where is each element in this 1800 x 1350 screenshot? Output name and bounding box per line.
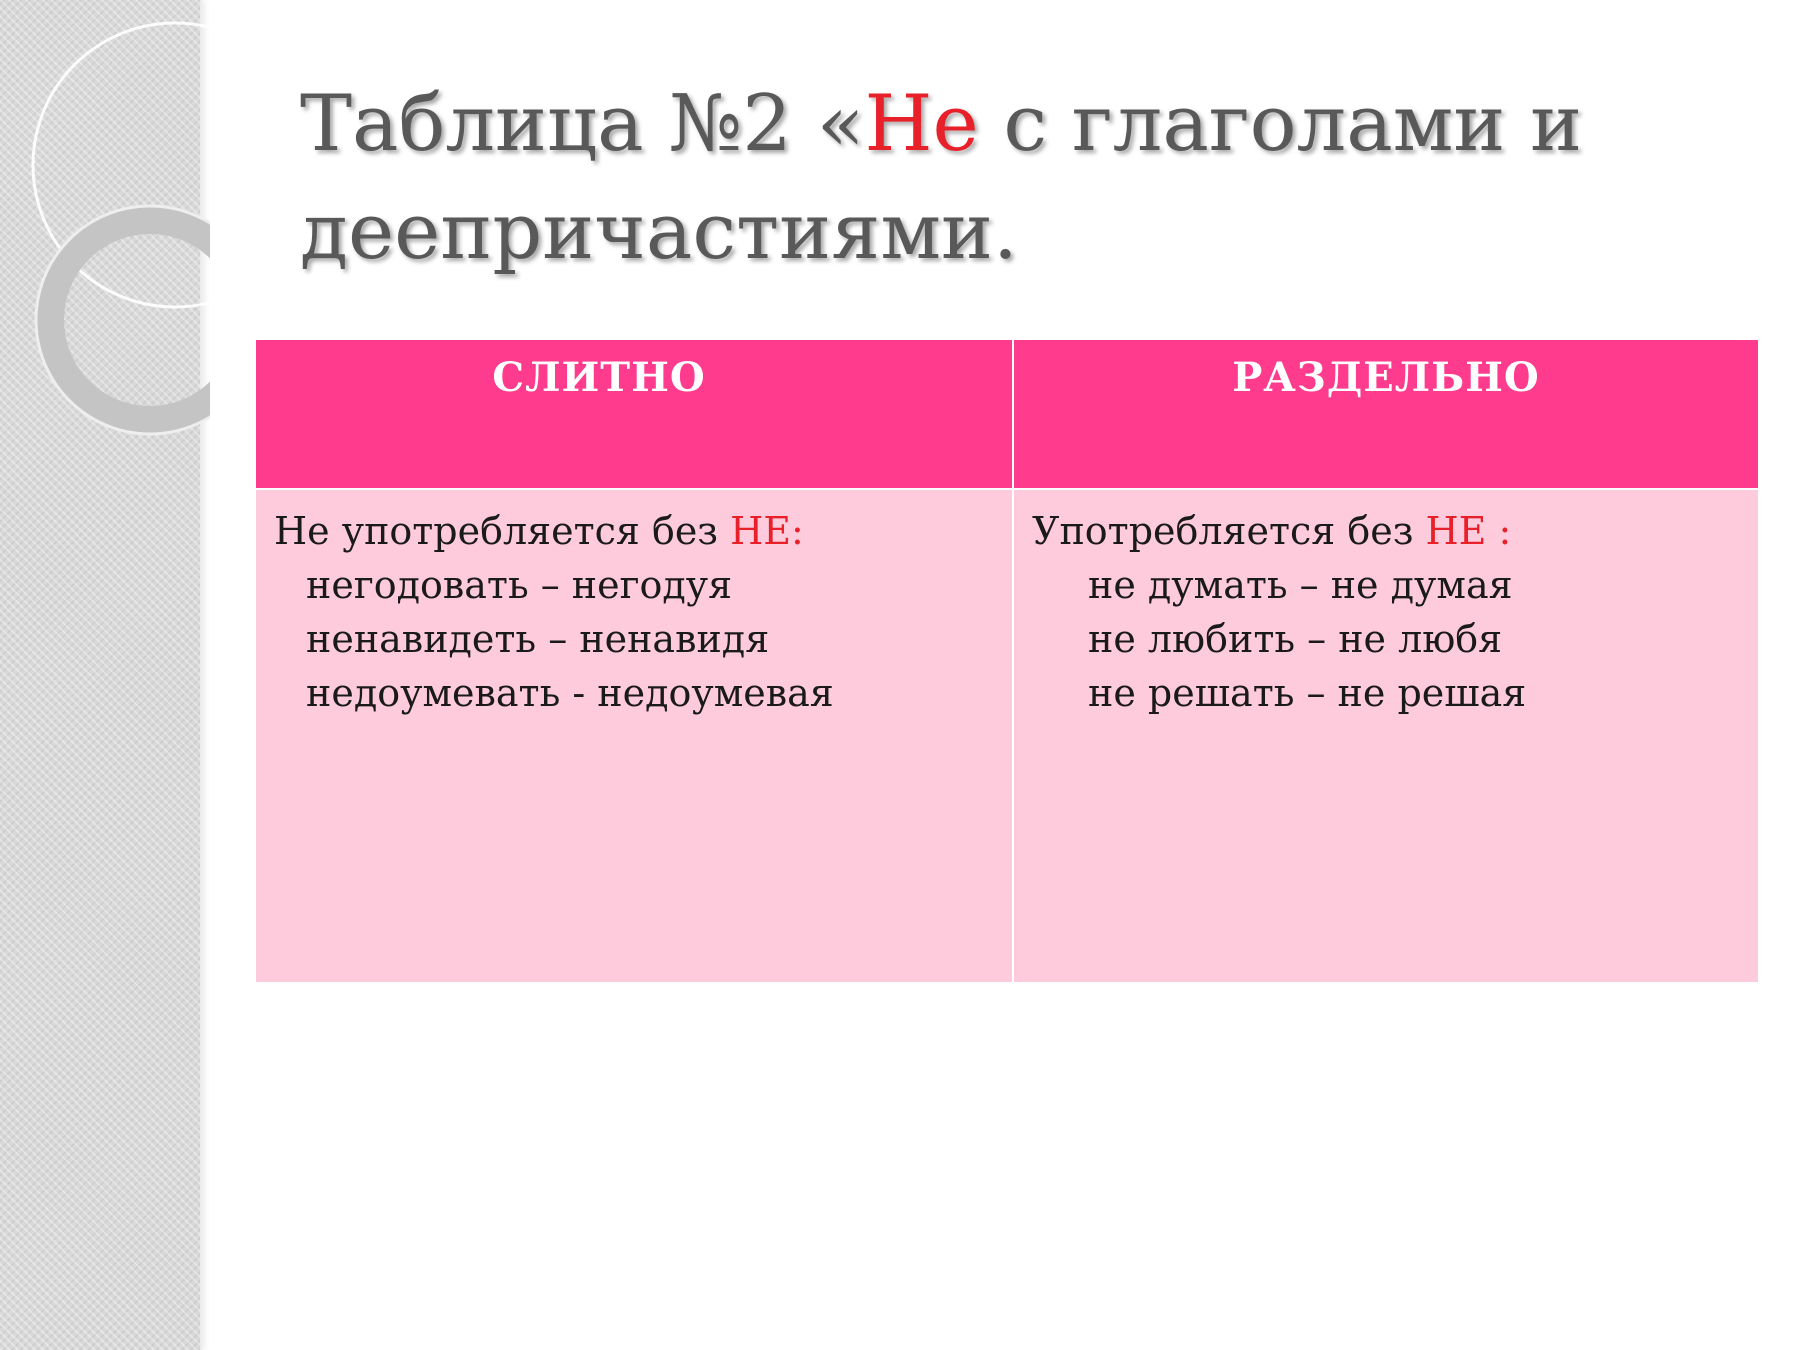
slitno-example: негодовать – негодуя	[306, 563, 733, 607]
slitno-example: недоумевать - недоумевая	[306, 671, 834, 715]
razdelno-example: не решать – не решая	[1088, 671, 1527, 715]
decorative-rings	[0, 0, 210, 440]
slitno-rule	[256, 504, 1012, 558]
title-accent-ne: Не	[864, 79, 979, 169]
rules-table	[254, 338, 1760, 984]
table-row	[255, 489, 1759, 983]
razdelno-example: не любить – не любя	[1088, 617, 1503, 661]
razdelno-rule-accent: НЕ :	[1425, 509, 1512, 553]
table-header-row	[255, 339, 1759, 489]
razdelno-rule-text: Употребляется без	[1032, 509, 1426, 553]
header-razdelno	[1013, 339, 1759, 489]
slide-title	[300, 70, 1740, 286]
header-slitno	[255, 339, 1013, 489]
razdelno-rule	[1014, 504, 1758, 558]
slitno-rule-text: Не употребляется без	[274, 509, 731, 553]
razdelno-example: не думать – не думая	[1088, 563, 1513, 607]
cell-slitno	[255, 489, 1013, 983]
header-razdelno-label: РАЗДЕЛЬНО	[1232, 354, 1540, 401]
slitno-examples	[256, 558, 1012, 720]
slitno-rule-accent: НЕ:	[730, 509, 804, 553]
header-slitno-label: СЛИТНО	[492, 354, 706, 401]
slitno-example: ненавидеть – ненавидя	[306, 617, 770, 661]
cell-razdelno	[1013, 489, 1759, 983]
title-part-2: с глаголами и деепричастиями.	[300, 79, 1583, 277]
title-part-1: Таблица №2 «	[300, 79, 865, 169]
razdelno-examples	[1014, 558, 1758, 720]
